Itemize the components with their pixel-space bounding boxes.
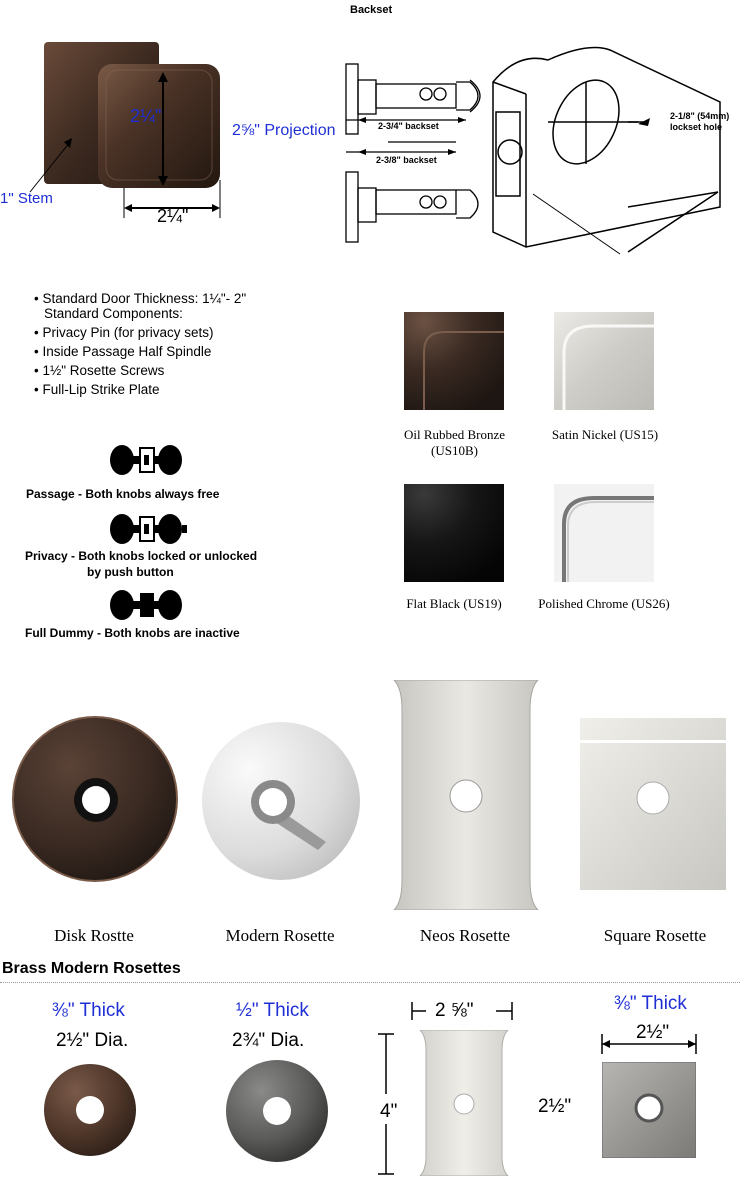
privacy-knob-icon — [108, 512, 188, 546]
square-rosette-image — [580, 718, 726, 890]
spec-item: • Inside Passage Half Spindle — [34, 344, 212, 359]
finish-label-flat-black: Flat Black (US19) — [406, 596, 502, 611]
finish-label-oil-rubbed-bronze: Oil Rubbed Bronze (US10B) — [403, 427, 506, 458]
finish-swatch-polished-chrome — [554, 484, 654, 582]
spec-item: • Full-Lip Strike Plate — [34, 382, 160, 397]
spec-item: • Privacy Pin (for privacy sets) — [34, 325, 214, 340]
brass-3-height: 4" — [380, 1101, 398, 1122]
disk-rosette-image — [10, 714, 180, 884]
finish-swatch-satin-nickel — [554, 312, 654, 410]
passage-label: Passage - Both knobs always free — [26, 487, 220, 501]
lockset-hole-label-1: 2-1/8" (54mm) — [670, 111, 730, 121]
spec-item: Standard Components: — [44, 306, 183, 321]
finish-label-satin-nickel: Satin Nickel (US15) — [551, 427, 659, 442]
spec-item: • Standard Door Thickness: 1¼"- 2" — [34, 291, 247, 306]
brass-4-image — [602, 1062, 696, 1158]
passage-knob-icon — [108, 443, 184, 477]
brass-1-thickness: ⅜" Thick — [52, 1000, 125, 1021]
backset-a-label: 2-3/4" backset — [378, 121, 439, 131]
rosette-label-neos: Neos Rosette — [419, 926, 511, 945]
rosette-label-modern: Modern Rosette — [225, 926, 335, 945]
brass-1-image — [42, 1062, 138, 1158]
brass-2-image — [224, 1058, 330, 1164]
spec-list — [34, 289, 324, 399]
knob-stem-label: 1" Stem — [0, 190, 53, 207]
finish-swatch-oil-rubbed-bronze — [404, 312, 504, 410]
privacy-label-2: by push button — [87, 565, 174, 579]
neos-rosette-image — [386, 680, 546, 910]
rosette-label-square: Square Rosette — [603, 926, 707, 945]
section-divider — [0, 982, 740, 983]
brass-1-diameter: 2½" Dia. — [56, 1030, 129, 1051]
brass-2-diameter: 2¾" Dia. — [232, 1030, 305, 1051]
dummy-knob-icon — [108, 588, 184, 622]
brass-3-width: 2 ⅝" — [435, 1000, 474, 1021]
brass-section-title: Brass Modern Rosettes — [2, 960, 181, 977]
backset-title: Backset — [350, 4, 393, 16]
backset-b-label: 2-3/8" backset — [376, 155, 437, 165]
finish-label-polished-chrome: Polished Chrome (US26) — [538, 596, 670, 611]
brass-4-height: 2½" — [538, 1096, 572, 1117]
dummy-label: Full Dummy - Both knobs are inactive — [25, 626, 240, 640]
brass-2-thickness: ½" Thick — [236, 1000, 309, 1021]
lockset-hole-label-2: lockset hole — [670, 122, 723, 132]
brass-3-image — [416, 1030, 512, 1176]
knob-height-label: 2¼" — [130, 106, 162, 126]
brass-4-width: 2½" — [636, 1022, 670, 1043]
knob-width-label: 2¼" — [157, 206, 189, 226]
modern-rosette-image — [200, 720, 362, 882]
backset-diagram — [338, 22, 738, 272]
rosette-label-disk: Disk Rostte — [54, 926, 134, 945]
brass-4-thickness: ⅜" Thick — [614, 993, 687, 1014]
knob-projection-label: 2⅝" Projection — [232, 122, 336, 139]
privacy-label: Privacy - Both knobs locked or unlocked — [25, 549, 258, 563]
spec-item: • 1½" Rosette Screws — [34, 363, 165, 378]
finish-swatch-flat-black — [404, 484, 504, 582]
